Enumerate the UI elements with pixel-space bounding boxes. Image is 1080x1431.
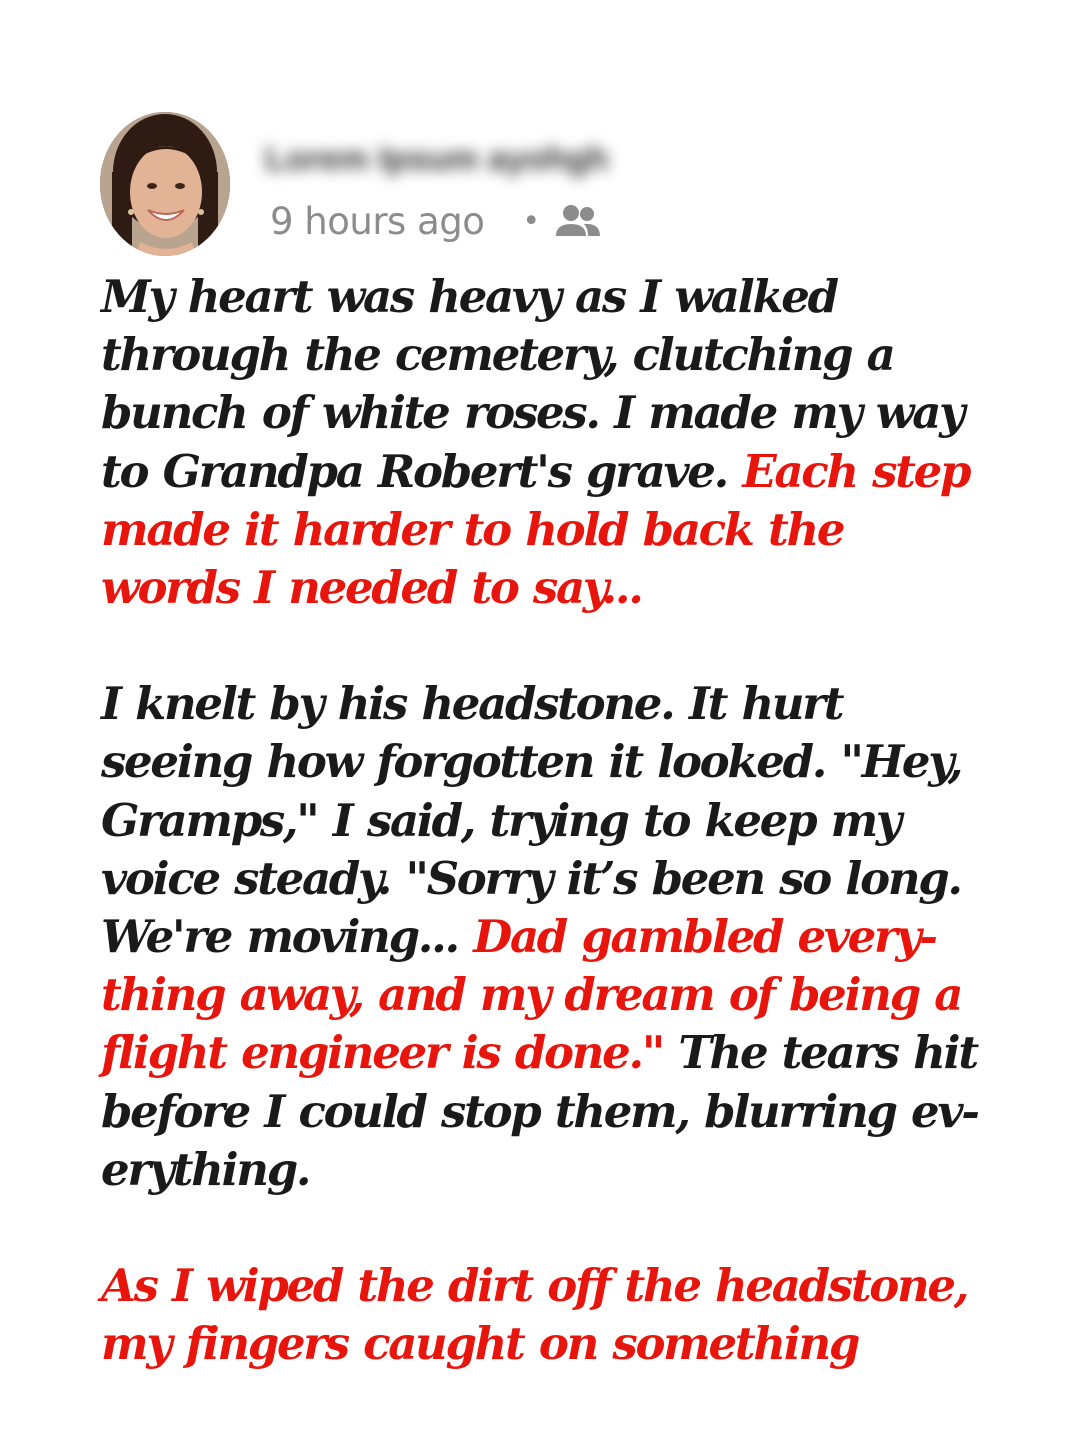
author-name[interactable]: Lorem Ipsum ayohgh — [265, 140, 609, 178]
story-paragraph — [101, 268, 991, 617]
story-text-highlight: Each step made it harder to hold back the words I needed to say... — [101, 444, 970, 615]
post-header — [100, 112, 980, 258]
story-text-normal: I knelt by his headstone. It hurt seeing how forgotten it looked. "Hey, Gramps," I said, trying to keep my voice steady. "Sorry it’s been so long. We're moving... — [101, 677, 962, 964]
avatar-photo — [100, 112, 230, 256]
story-paragraph — [101, 675, 991, 1199]
story-text-highlight: As I wiped the dirt off the headstone, my fingers caught on something — [101, 1259, 968, 1371]
friends-icon[interactable] — [554, 202, 602, 242]
story-text-highlight: Dad gambled every-thing away, and my dream of being a flight engineer is done." — [101, 910, 962, 1080]
story-text — [101, 268, 991, 1431]
author-avatar[interactable] — [100, 112, 230, 256]
meta-separator: • — [522, 204, 540, 239]
post-timestamp[interactable]: 9 hours ago — [270, 200, 485, 243]
story-text-normal: My heart was heavy as I walked through the cemetery, clutching a bunch of white roses. I made my way to Grandpa Robert's grave. — [101, 270, 963, 498]
story-paragraph — [101, 1257, 991, 1373]
post-meta — [270, 200, 602, 243]
story-text-normal: The tears hit before I could stop them, blurring ev-erything. — [101, 1026, 978, 1196]
